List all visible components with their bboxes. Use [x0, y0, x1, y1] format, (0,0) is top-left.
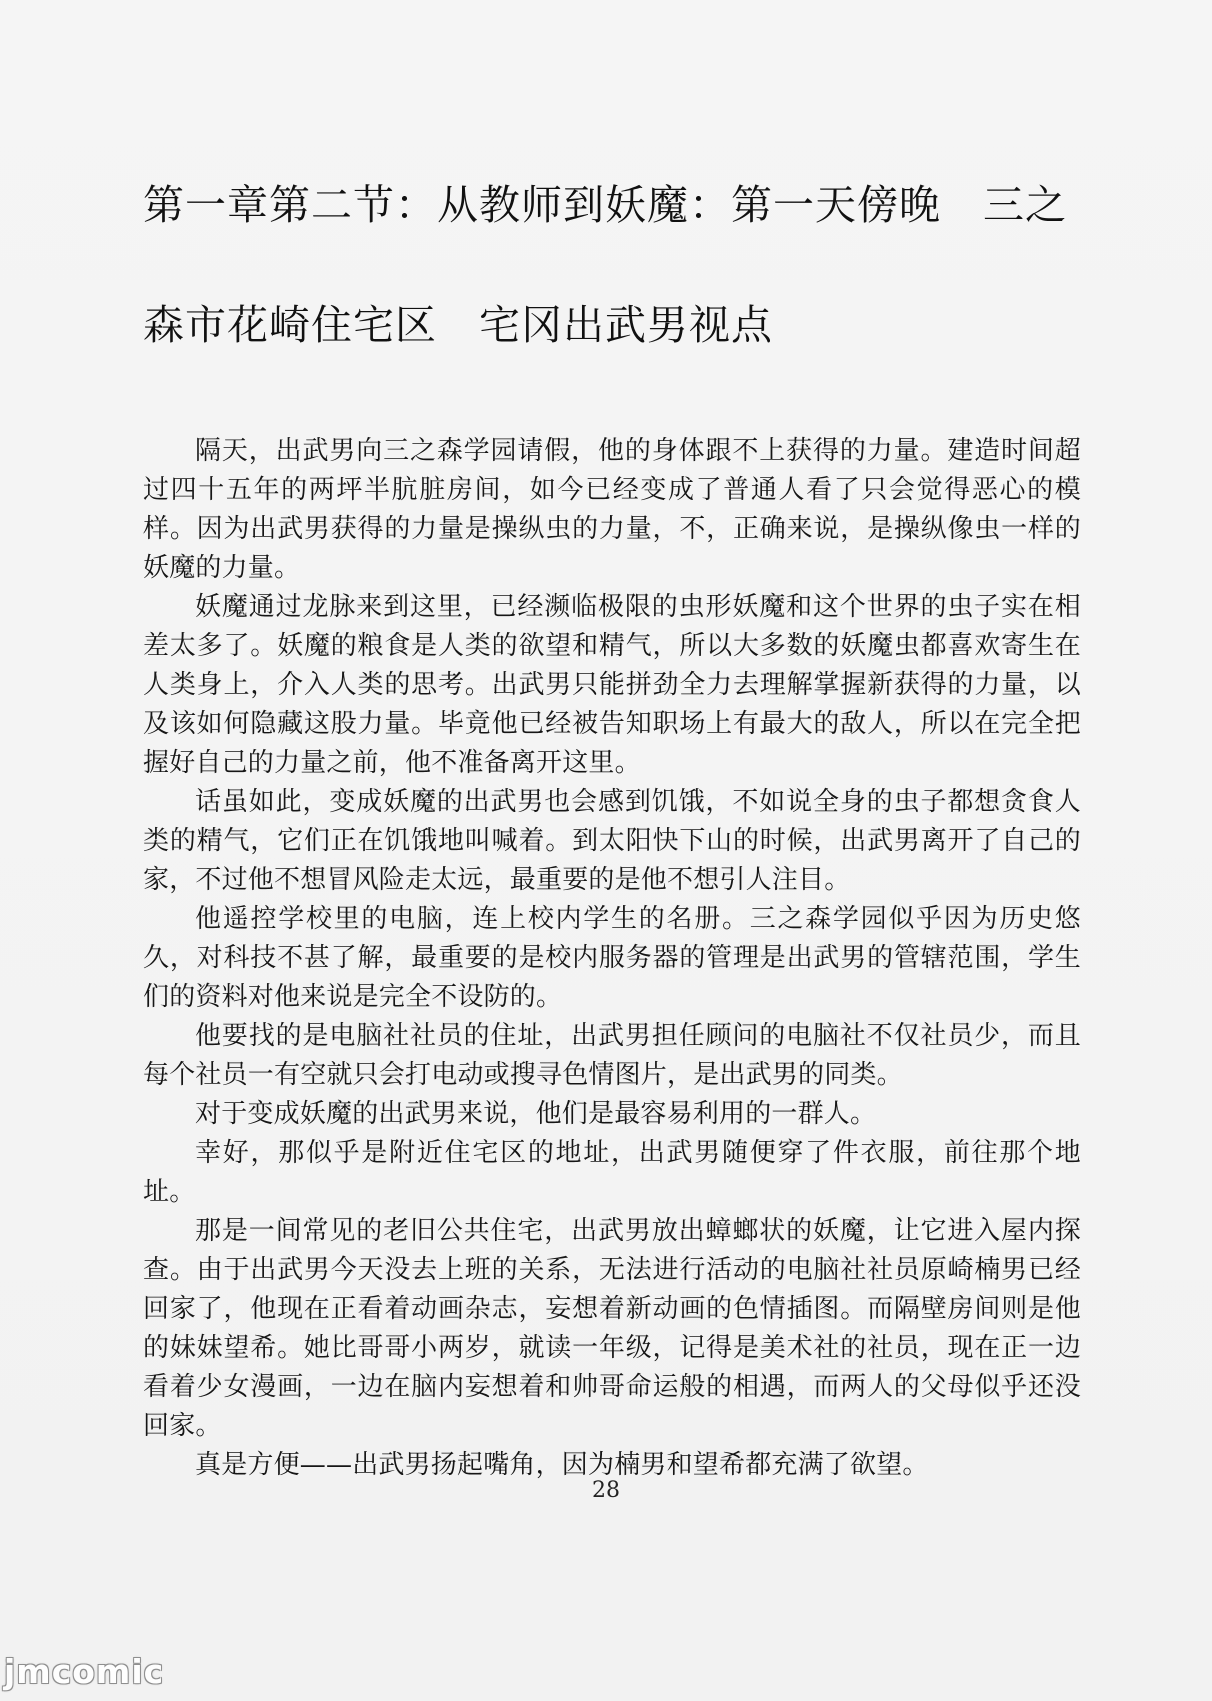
- paragraph: 幸好，那似乎是附近住宅区的地址，出武男随便穿了件衣服，前往那个地址。: [143, 1138, 1081, 1207]
- paragraph: 真是方便——出武男扬起嘴角，因为楠男和望希都充满了欲望。: [195, 1450, 929, 1480]
- paragraph: 妖魔通过龙脉来到这里，已经濒临极限的虫形妖魔和这个世界的虫子实在相差太多了。妖魔的粮食是人类的欲望和精气，所以大多数的妖魔虫都喜欢寄生在人类身上，介入人类的思考。出武男只能拼劲全力去理解掌握新获得的力量，以及该如何隐藏这股力量。毕竟他已经被告知职场上有最大的敌人，所以在完全把握好自己的力量之前，他不准备离开这里。: [143, 592, 1081, 778]
- paragraph: 他要找的是电脑社社员的住址，出武男担任顾问的电脑社不仅社员少，而且每个社员一有空就只会打电动或搜寻色情图片，是出武男的同类。: [143, 1021, 1081, 1090]
- chapter-title-line-2: 森市花崎住宅区 宅冈出武男视点: [143, 301, 773, 349]
- paragraph: 他遥控学校里的电脑，连上校内学生的名册。三之森学园似乎因为历史悠久，对科技不甚了解，最重要的是校内服务器的管理是出武男的管辖范围，学生们的资料对他来说是完全不设防的。: [143, 904, 1081, 1012]
- paragraph: 那是一间常见的老旧公共住宅，出武男放出蟑螂状的妖魔，让它进入屋内探查。由于出武男今天没去上班的关系，无法进行活动的电脑社社员原崎楠男已经回家了，他现在正看着动画杂志，妄想着新动画的色情插图。而隔壁房间则是他的妹妹望希。她比哥哥小两岁，就读一年级，记得是美术社的社员，现在正一边看着少女漫画，一边在脑内妄想着和帅哥命运般的相遇，而两人的父母似乎还没回家。: [143, 1216, 1081, 1441]
- watermark-logo: jmcomic: [4, 1652, 165, 1691]
- chapter-title-line-1: 第一章第二节：从教师到妖魔：第一天傍晚 三之: [143, 181, 1067, 229]
- page-number: 28: [592, 1478, 620, 1503]
- paragraph: 隔天，出武男向三之森学园请假，他的身体跟不上获得的力量。建造时间超过四十五年的两坪半肮脏房间，如今已经变成了普通人看了只会觉得恶心的模样。因为出武男获得的力量是操纵虫的力量，不，正确来说，是操纵像虫一样的妖魔的力量。: [143, 436, 1081, 583]
- paragraph: 对于变成妖魔的出武男来说，他们是最容易利用的一群人。: [195, 1099, 877, 1129]
- body-text: [143, 432, 1081, 1485]
- paragraph: 话虽如此，变成妖魔的出武男也会感到饥饿，不如说全身的虫子都想贪食人类的精气，它们正在饥饿地叫喊着。到太阳快下山的时候，出武男离开了自己的家，不过他不想冒风险走太远，最重要的是他不想引人注目。: [143, 787, 1081, 895]
